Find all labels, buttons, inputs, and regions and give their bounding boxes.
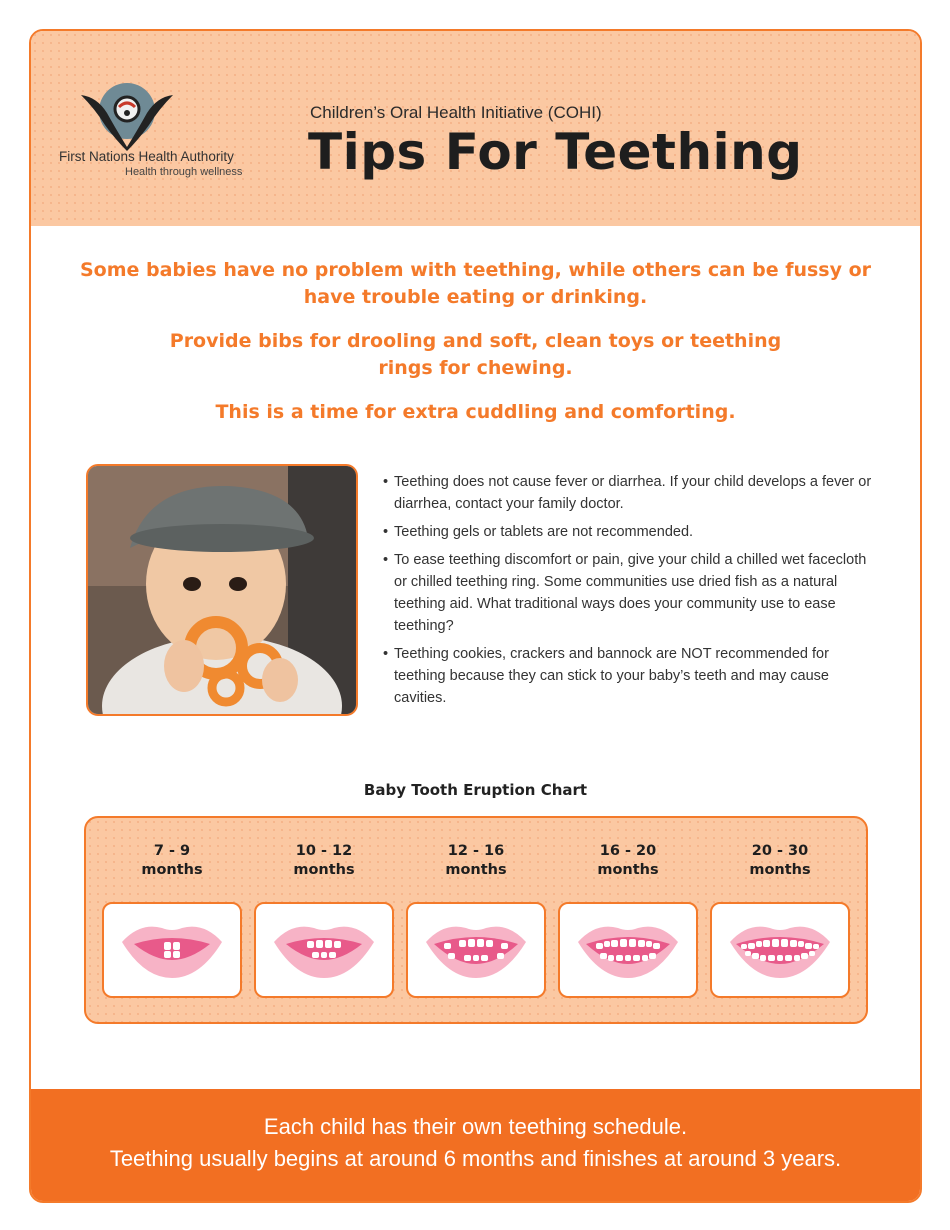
stage-range: 20 - 30 bbox=[751, 843, 809, 859]
footer-line-2: Teething usually begins at around 6 months and finishes at around 3 years. bbox=[109, 1146, 842, 1171]
stage-label-2 bbox=[254, 842, 394, 880]
stage-label-3 bbox=[406, 842, 546, 880]
mouth-icon bbox=[424, 916, 528, 980]
stage-unit: months bbox=[445, 862, 507, 878]
tip-item: • Teething gels or tablets are not recommended. bbox=[383, 521, 873, 543]
stage-range: 7 - 9 bbox=[153, 843, 191, 859]
fnha-logo-icon bbox=[77, 73, 177, 153]
stage-label-4 bbox=[558, 842, 698, 880]
baby-photo bbox=[86, 464, 358, 716]
mouth-icon bbox=[576, 916, 680, 980]
intro-paragraph-2: Provide bibs for drooling and soft, clean toys or teething rings for chewing. bbox=[169, 330, 782, 379]
footer-line-1: Each child has their own teething schedule. bbox=[263, 1114, 688, 1139]
page-title: Tips For Teething bbox=[308, 123, 803, 181]
stage-label-1 bbox=[102, 842, 242, 880]
footer-banner bbox=[31, 1089, 920, 1201]
org-tagline: Health through wellness bbox=[125, 166, 243, 178]
mouth-icon bbox=[728, 916, 832, 980]
intro-paragraph-3: This is a time for extra cuddling and comforting. bbox=[215, 401, 736, 423]
stage-label-5 bbox=[710, 842, 850, 880]
stage-range: 12 - 16 bbox=[447, 843, 505, 859]
stage-range: 10 - 12 bbox=[295, 843, 353, 859]
stage-unit: months bbox=[749, 862, 811, 878]
org-name: First Nations Health Authority bbox=[59, 149, 234, 164]
stage-range: 16 - 20 bbox=[599, 843, 657, 859]
tip-item: • To ease teething discomfort or pain, give your child a chilled wet facecloth or chilled teething ring. Some communities use dried fish as a natural teething aid. What traditional ways does your community use to ease teething? bbox=[383, 549, 873, 637]
tip-item: • Teething cookies, crackers and bannock are NOT recommended for teething because they can stick to your baby’s teeth and may cause cavities. bbox=[383, 643, 873, 709]
baby-with-teething-ring-image bbox=[88, 466, 356, 714]
header bbox=[31, 31, 920, 226]
mouth-card-5 bbox=[710, 902, 850, 998]
tip-item: • Teething does not cause fever or diarrhea. If your child develops a fever or diarrhea, contact your family doctor. bbox=[383, 471, 873, 515]
stage-unit: months bbox=[293, 862, 355, 878]
poster-frame bbox=[29, 29, 922, 1203]
stage-unit: months bbox=[597, 862, 659, 878]
chart-title: Baby Tooth Eruption Chart bbox=[363, 781, 588, 799]
stage-unit: months bbox=[141, 862, 203, 878]
mouth-card-4 bbox=[558, 902, 698, 998]
mouth-icon bbox=[120, 916, 224, 980]
teething-tips-list bbox=[383, 471, 873, 715]
mouth-icon bbox=[272, 916, 376, 980]
intro-paragraph-1: Some babies have no problem with teething, while others can be fussy or have trouble eating or drinking. bbox=[79, 259, 872, 308]
mouth-card-1 bbox=[102, 902, 242, 998]
mouth-card-2 bbox=[254, 902, 394, 998]
mouth-card-3 bbox=[406, 902, 546, 998]
initiative-label: Children’s Oral Health Initiative (COHI) bbox=[310, 103, 602, 122]
tooth-eruption-chart bbox=[84, 816, 868, 1024]
